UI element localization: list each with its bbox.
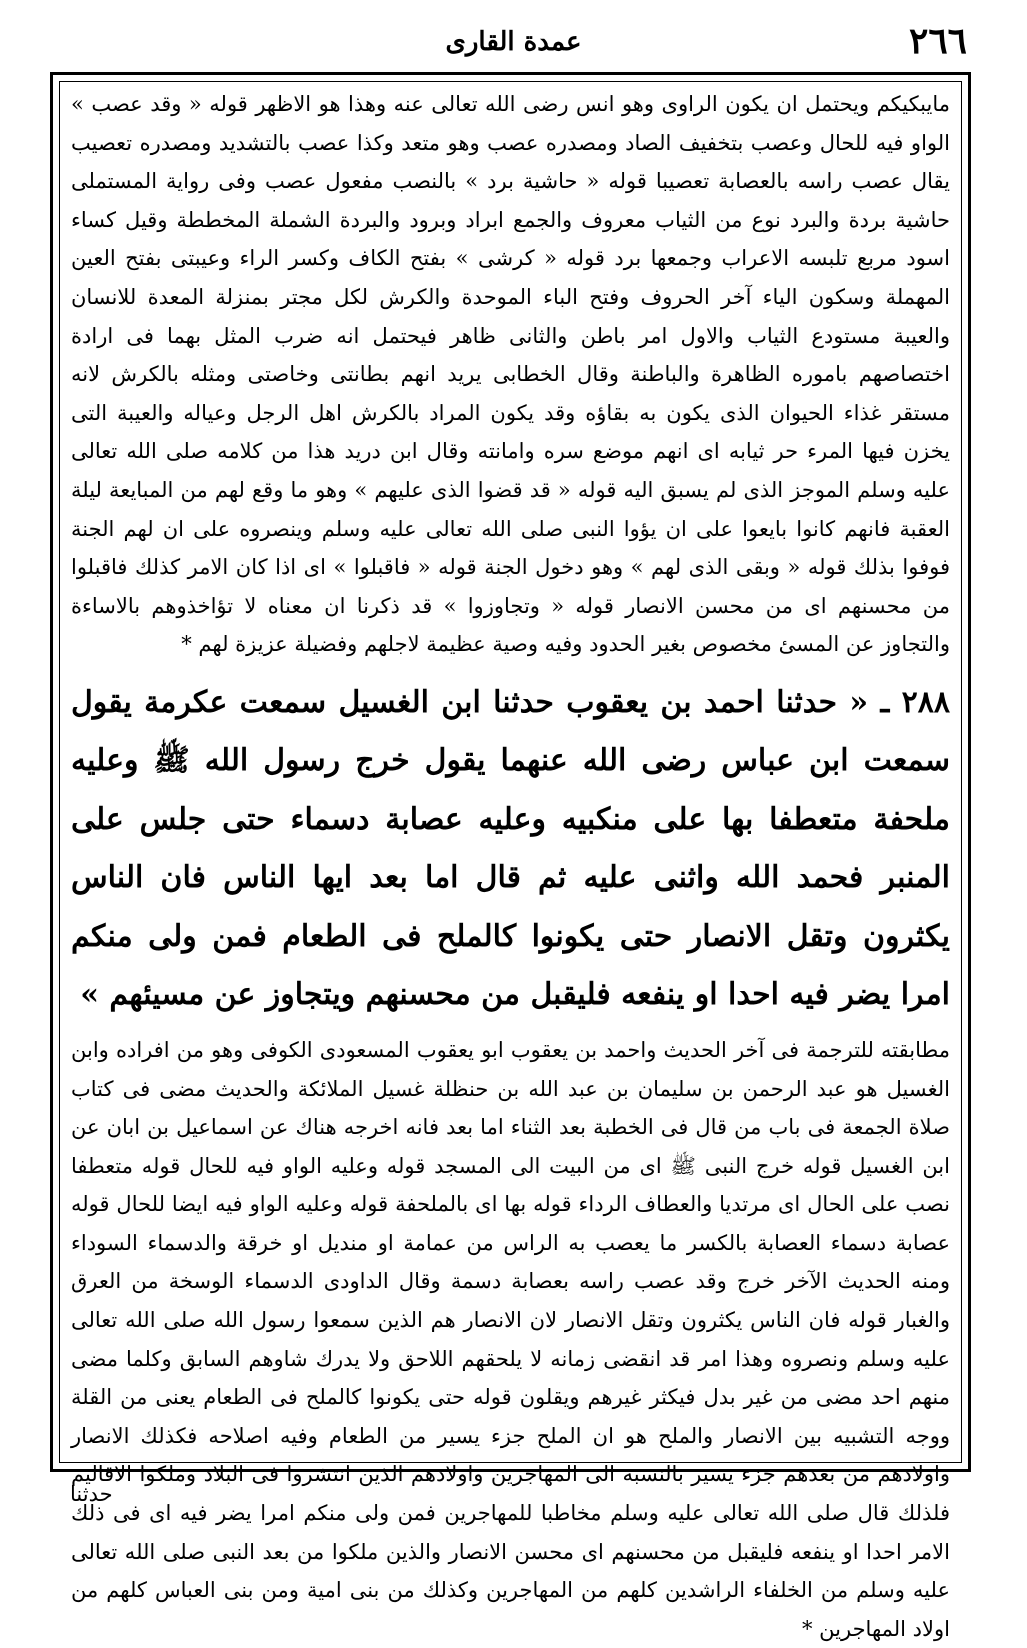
page-header: [40, 18, 987, 64]
commentary-top: مايبكيكم ويحتمل ان يكون الراوى وهو انس رضى الله تعالى عنه وهذا هو الاظهر قوله « وقد عصب » الواو فيه للحال وعصب بتخفيف الصاد ومصدره عصب وهو متعد وكذا عصب بالتشديد ومصدره تعصيب يقال عصب راسه بالعصابة تعصيبا قوله « حاشية برد » بالنصب مفعول عصب وفى رواية المستملى حاشية بردة والبرد نوع من الثياب معروف والجمع ابراد وبرود والبردة الشملة المخططة وقيل كساء اسود مربع تلبسه الاعراب وجمعها برد قوله « كرشى » بفتح الكاف وكسر الراء وعيبتى بفتح العين المهملة وسكون الياء آخر الحروف وفتح الباء الموحدة والكرش لكل مجتر بمنزلة المعدة للانسان والعيبة مستودع الثياب والاول امر باطن والثانى ظاهر فيحتمل انه ضرب المثل بهما فى ارادة اختصاصهم باموره الظاهرة والباطنة وقال الخطابى يريد انهم بطانتى وخاصتى ومثله بالكرش لانه مستقر غذاء الحيوان الذى يكون به بقاؤه وقد يكون المراد بالكرش اهل الرجل وعياله والعيبة التى يخزن فيها المرء حر ثيابه اى انهم موضع سره وامانته وقال ابن دريد هذا من كلامه صلى الله تعالى عليه وسلم الموجز الذى لم يسبق اليه قوله « قد قضوا الذى عليهم » وهو ما وقع لهم من المبايعة ليلة العقبة فانهم كانوا بايعوا على ان يؤوا النبى صلى الله تعالى عليه وسلم وينصروه على ان لهم الجنة فوفوا بذلك قوله « وبقى الذى لهم » وهو دخول الجنة قوله « فاقبلوا » اى اذا كان الامر كذلك فاقبلوا من محسنهم اى من محسن الانصار قوله « وتجاوزوا » قد ذكرنا ان معناه لا تؤاخذوهم بالاساءة والتجاوز عن المسئ مخصوص بغير الحدود وفيه وصية عظيمة لاجلهم وفضيلة عزيزة لهم *: [71, 92, 950, 657]
main-text: [71, 85, 951, 1641]
page-number: ٢٦٦: [908, 20, 967, 62]
commentary-bottom: مطابقته للترجمة فى آخر الحديث واحمد بن يعقوب ابو يعقوب المسعودى الكوفى وهو من افراده وابن الغسيل هو عبد الرحمن بن سليمان بن عبد الله بن حنظلة غسيل الملائكة والحديث مضى فى كتاب صلاة الجمعة فى باب من قال فى الخطبة بعد الثناء اما بعد فانه اخرجه هناك عن اسماعيل بن ابان عن ابن الغسيل قوله خرج النبى ﷺ اى من البيت الى المسجد قوله وعليه الواو فيه للحال قوله متعطفا نصب على الحال اى مرتديا والعطاف الرداء قوله بها اى بالملحفة قوله وعليه الواو فيه ايضا للحال قوله عصابة دسماء العصابة بالكسر ما يعصب به الراس من عمامة او منديل او خرقة والدسماء السوداء ومنه الحديث الآخر خرج وقد عصب راسه بعصابة دسمة وقال الداودى الدسماء الوسخة من العرق والغبار قوله فان الناس يكثرون وتقل الانصار لان الانصار هم الذين سمعوا رسول الله صلى الله تعالى عليه وسلم ونصروه وهذا امر قد انقضى زمانه لا يلحقهم اللاحق ولا يدرك شاوهم السابق وكلما مضى منهم احد مضى من غير بدل فيكثر غيرهم ويقلون قوله حتى يكونوا كالملح فى الطعام يعنى من القلة ووجه التشبيه بين الانصار والملح هو ان الملح جزء يسير من الطعام وفيه اصلاحه فكذلك الانصار واولادهم من بعدهم جزء يسير بالنسبة الى المهاجرين واولادهم الذين انتشروا فى البلاد وملكوا الاقاليم فلذلك قال صلى الله تعالى عليه وسلم مخاطبا للمهاجرين فمن ولى منكم امرا يضر فيه اى فى ذلك الامر احدا او ينفعه فليقبل من محسنهم اى محسن الانصار والذين ملكوا من بعد النبى صلى الله تعالى عليه وسلم من الخلفاء الراشدين كلهم من المهاجرين وكذلك من بنى امية ومن بنى العباس كلهم من اولاد المهاجرين *: [71, 1037, 951, 1641]
running-title: عمدة القارى: [445, 27, 582, 57]
hadith-text: ٢٨٨ ـ « حدثنا احمد بن يعقوب حدثنا ابن الغسيل سمعت عكرمة يقول سمعت ابن عباس رضى الله عنهما يقول خرج رسول الله ﷺ وعليه ملحفة متعطفا بها على منكبيه وعليه عصابة دسماء حتى جلس على المنبر فحمد الله واثنى عليه ثم قال اما بعد ايها الناس فان الناس يكثرون وتقل الانصار حتى يكونوا كالملح فى الطعام فمن ولى منكم امرا يضر فيه احدا او ينفعه فليقبل من محسنهم ويتجاوز عن مسيئهم »: [71, 684, 950, 1013]
text-frame: [50, 72, 971, 1641]
catchword: حدثنا: [70, 1482, 113, 1506]
